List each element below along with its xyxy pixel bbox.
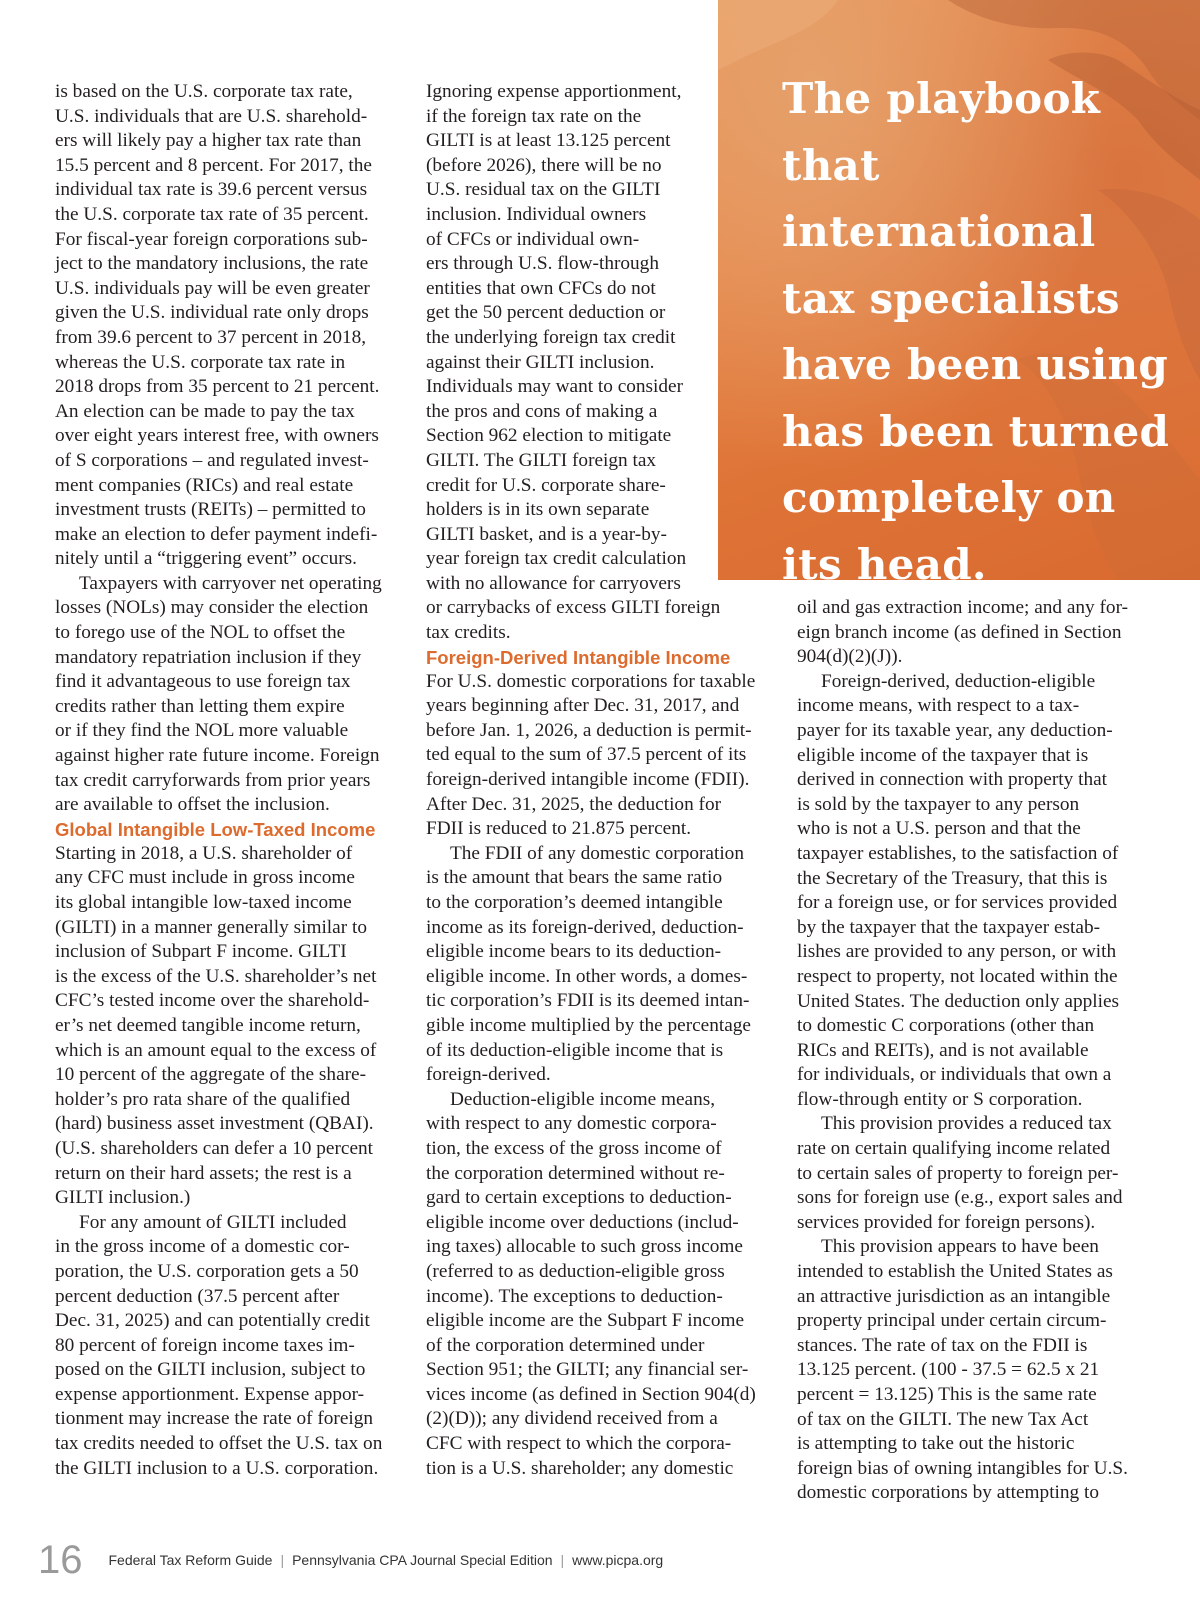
body-text-line: or carrybacks of excess GILTI foreign (426, 597, 721, 619)
body-text-line: foreign bias of owning intangibles for U.S. (797, 1457, 1128, 1479)
body-text-line: eligible income bears to its deduction- (426, 941, 722, 963)
body-text-line: mandatory repatriation inclusion if they (55, 646, 362, 668)
body-text-line: any CFC must include in gross income (55, 867, 355, 889)
body-text-line: of the corporation determined under (426, 1334, 705, 1356)
body-text-line: eligible income of the taxpayer that is (797, 744, 1089, 766)
body-text-line: For any amount of GILTI included (79, 1211, 347, 1233)
body-text-line: ers through U.S. flow-through (426, 253, 659, 275)
body-text-line: (U.S. shareholders can defer a 10 percent (55, 1137, 373, 1159)
body-text-line: For fiscal-year foreign corporations sub- (55, 228, 368, 250)
body-text-line: holders is in its own separate (426, 499, 650, 521)
body-text-line: by the taxpayer that the taxpayer estab- (797, 916, 1101, 938)
pull-quote-line: tax specialists (782, 273, 1120, 323)
body-text-line: with respect to any domestic corpora- (426, 1113, 717, 1135)
body-text-line: expense apportionment. Expense appor- (55, 1383, 365, 1405)
body-text-line: eligible income over deductions (includ- (426, 1211, 739, 1233)
body-text-line: against their GILTI inclusion. (426, 351, 655, 373)
body-text-line: CFC’s tested income over the sharehold- (55, 990, 370, 1012)
body-text-line: (referred to as deduction-eligible gross (426, 1260, 725, 1282)
body-text-line: Individuals may want to consider (426, 376, 684, 398)
body-text-line: This provision provides a reduced tax (821, 1113, 1112, 1135)
body-text-line: poration, the U.S. corporation gets a 50 (55, 1260, 359, 1282)
body-text-line: stances. The rate of tax on the FDII is (797, 1334, 1088, 1356)
body-text-line: gible income multiplied by the percentage (426, 1014, 751, 1036)
body-text-line: ing taxes) allocable to such gross income (426, 1236, 743, 1258)
body-text-line: ject to the mandatory inclusions, the rate (55, 253, 369, 275)
body-text-line: the pros and cons of making a (426, 400, 658, 422)
body-text-line: RICs and REITs), and is not available (797, 1039, 1089, 1061)
page-number: 16 (38, 1537, 83, 1582)
body-text-line: are available to offset the inclusion. (55, 794, 330, 816)
website-link[interactable]: www.picpa.org (572, 1552, 664, 1568)
body-text-line: ted equal to the sum of 37.5 percent of its (426, 744, 747, 766)
body-text-line: inclusion. Individual owners (426, 203, 647, 225)
pull-quote-line: have been using (782, 340, 1169, 389)
body-text-line: property principal under certain circum- (797, 1310, 1107, 1332)
body-text-line: income as its foreign-derived, deduction- (426, 916, 744, 938)
body-text-line: in the gross income of a domestic cor- (55, 1236, 350, 1258)
body-text-line: GILTI. The GILTI foreign tax (426, 449, 657, 471)
body-text-line: lishes are provided to any person, or with (797, 941, 1117, 963)
body-text-line: (GILTI) in a manner generally similar to (55, 916, 367, 938)
body-text-line: whereas the U.S. corporate tax rate in (55, 351, 346, 373)
body-text-line: or if they find the NOL more valuable (55, 720, 349, 742)
body-text-line: which is an amount equal to the excess of (55, 1039, 377, 1061)
body-text-line: taxpayer establishes, to the satisfaction of (797, 842, 1119, 864)
section-heading: Foreign-Derived Intangible Income (426, 646, 731, 668)
body-text-line: of S corporations – and regulated invest- (55, 449, 369, 471)
body-text-line: (before 2026), there will be no (426, 154, 662, 176)
body-text-line: the corporation determined without re- (426, 1162, 725, 1184)
body-text-line: given the U.S. individual rate only drops (55, 302, 369, 324)
body-text-line: (hard) business asset investment (QBAI). (55, 1113, 374, 1135)
pull-quote-line: its head. (782, 539, 987, 580)
body-text-line: years beginning after Dec. 31, 2017, and (426, 695, 740, 717)
body-text-line: tax credits needed to offset the U.S. tax on (55, 1433, 383, 1455)
body-text-line: if the foreign tax rate on the (426, 105, 642, 127)
body-text-line: Dec. 31, 2025) and can potentially credit (55, 1310, 370, 1332)
article-column-1 (55, 80, 405, 1481)
body-text-line: of CFCs or individual own- (426, 228, 640, 250)
body-text-line: oil and gas extraction income; and any for- (797, 597, 1129, 618)
body-text-line: United States. The deduction only applies (797, 990, 1120, 1012)
body-text-line: income). The exceptions to deduction- (426, 1285, 723, 1307)
pull-quote-text (782, 66, 1182, 580)
body-text-line: ers will likely pay a higher tax rate than (55, 130, 362, 152)
body-text-line: intended to establish the United States as (797, 1261, 1113, 1283)
body-text-line: find it advantageous to use foreign tax (55, 671, 351, 693)
body-text-line: FDII is reduced to 21.875 percent. (426, 818, 692, 840)
body-text-line: CFC with respect to which the corpora- (426, 1433, 732, 1455)
body-text-line: foreign-derived intangible income (FDII). (426, 769, 750, 791)
body-text-line: losses (NOLs) may consider the election (55, 597, 369, 619)
body-text-line: sons for foreign use (e.g., export sales and (797, 1187, 1123, 1209)
body-text-line: with no allowance for carryovers (426, 572, 681, 594)
body-text-line: This provision appears to have been (821, 1236, 1099, 1258)
body-text-line: GILTI inclusion.) (55, 1187, 191, 1209)
body-text-line: individual tax rate is 39.6 percent versus (55, 179, 368, 201)
body-text-line: vices income (as defined in Section 904(d) (426, 1383, 756, 1405)
pull-quote-line: completely on (782, 473, 1116, 522)
body-text-line: from 39.6 percent to 37 percent in 2018, (55, 326, 367, 348)
body-text-line: the underlying foreign tax credit (426, 326, 676, 348)
body-text-line: percent deduction (37.5 percent after (55, 1285, 340, 1307)
body-text-line: eligible income. In other words, a domes- (426, 965, 748, 987)
pull-quote-line: that international (782, 140, 1096, 256)
body-text-line: is based on the U.S. corporate tax rate, (55, 81, 353, 102)
body-text-line: Taxpayers with carryover net operating (79, 572, 382, 594)
body-text-line: income means, with respect to a tax- (797, 695, 1080, 717)
body-text-line: tax credit carryforwards from prior years (55, 769, 371, 791)
body-text-line: 904(d)(2)(J)). (797, 646, 903, 668)
body-text-line: is attempting to take out the historic (797, 1433, 1075, 1455)
body-text-line: For U.S. domestic corporations for taxable (426, 670, 756, 692)
body-text-line: services provided for foreign persons). (797, 1211, 1096, 1233)
footer-separator: | (280, 1552, 285, 1568)
body-text-line: gard to certain exceptions to deduction- (426, 1187, 732, 1209)
body-text-line: nitely until a “triggering event” occurs. (55, 548, 357, 570)
body-text-line: flow-through entity or S corporation. (797, 1088, 1083, 1110)
body-text-line: Section 951; the GILTI; any financial ser- (426, 1359, 749, 1381)
body-text-line: foreign-derived. (426, 1064, 551, 1086)
body-text-line: credit for U.S. corporate share- (426, 474, 666, 496)
body-text-line: The FDII of any domestic corporation (450, 842, 744, 864)
body-text-line: Ignoring expense apportionment, (426, 81, 682, 102)
body-text-line: rate on certain qualifying income related (797, 1138, 1111, 1160)
body-text-line: make an election to defer payment indefi- (55, 523, 378, 545)
body-text-line: U.S. individuals pay will be even greater (55, 277, 370, 299)
body-text-line: tic corporation’s FDII is its deemed intan- (426, 990, 750, 1012)
body-text-line: the Secretary of the Treasury, that this is (797, 867, 1108, 889)
section-heading: Global Intangible Low-Taxed Income (55, 818, 376, 840)
publication-title: Federal Tax Reform Guide (108, 1552, 273, 1568)
body-text-line: 10 percent of the aggregate of the share- (55, 1064, 367, 1086)
body-text-line: (2)(D)); any dividend received from a (426, 1408, 718, 1430)
body-text-line: to domestic C corporations (other than (797, 1015, 1095, 1037)
body-text-line: U.S. individuals that are U.S. sharehold- (55, 105, 368, 127)
body-text-line: its global intangible low-taxed income (55, 892, 352, 913)
body-text-line: an attractive jurisdiction as an intangible (797, 1285, 1111, 1307)
body-text-line: of tax on the GILTI. The new Tax Act (797, 1408, 1089, 1430)
body-text-line: respect to property, not located within the (797, 965, 1118, 987)
body-text-line: is the amount that bears the same ratio (426, 867, 723, 889)
body-text-line: get the 50 percent deduction or (426, 302, 666, 324)
body-text-line: inclusion of Subpart F income. GILTI (55, 941, 347, 963)
body-text-line: 13.125 percent. (100 - 37.5 = 62.5 x 21 (797, 1359, 1100, 1381)
body-text-line: investment trusts (REITs) – permitted to (55, 499, 366, 521)
body-text-line: against higher rate future income. Foreign (55, 745, 380, 767)
body-text-line: 2018 drops from 35 percent to 21 percent. (55, 376, 380, 398)
body-text-line: domestic corporations by attempting to (797, 1482, 1100, 1504)
body-text-line: After Dec. 31, 2025, the deduction for (426, 793, 722, 815)
body-text-line: Foreign-derived, deduction-eligible (821, 670, 1096, 692)
body-text-line: payer for its taxable year, any deduction- (797, 719, 1113, 741)
body-text-line: er’s net deemed tangible income return, (55, 1014, 361, 1036)
page-footer (38, 1537, 664, 1582)
body-text-line: U.S. residual tax on the GILTI (426, 179, 661, 201)
body-text-line: is sold by the taxpayer to any person (797, 793, 1080, 815)
body-text-line: over eight years interest free, with owners (55, 425, 379, 447)
body-text-line: who is not a U.S. person and that the (797, 818, 1081, 840)
body-text-line: tionment may increase the rate of foreign (55, 1408, 374, 1430)
body-text-line: tion, the excess of the gross income of (426, 1137, 722, 1159)
body-text-line: eligible income are the Subpart F income (426, 1310, 745, 1332)
body-text-line: holder’s pro rata share of the qualified (55, 1088, 351, 1110)
body-text-line: 80 percent of foreign income taxes im- (55, 1334, 355, 1356)
footer-separator: | (560, 1552, 565, 1568)
body-text-line: to certain sales of property to foreign per- (797, 1162, 1119, 1184)
pull-quote-panel (718, 0, 1200, 580)
article-column-3 (797, 596, 1147, 1506)
body-text-line: Deduction-eligible income means, (450, 1088, 716, 1110)
body-text-line: entities that own CFCs do not (426, 277, 656, 299)
body-text-line: derived in connection with property that (797, 769, 1108, 791)
body-text-line: for individuals, or individuals that own a (797, 1064, 1112, 1086)
body-text-line: tax credits. (426, 622, 511, 644)
body-text-line: return on their hard assets; the rest is a (55, 1162, 352, 1184)
body-text-line: eign branch income (as defined in Section (797, 621, 1122, 643)
body-text-line: credits rather than letting them expire (55, 695, 345, 717)
edition-title: Pennsylvania CPA Journal Special Edition (292, 1552, 553, 1568)
body-text-line: Section 962 election to mitigate (426, 425, 672, 447)
body-text-line: the GILTI inclusion to a U.S. corporation. (55, 1457, 379, 1479)
body-text-line: of its deduction-eligible income that is (426, 1039, 724, 1061)
pull-quote-line: The playbook (782, 74, 1101, 123)
body-text-line: tion is a U.S. shareholder; any domestic (426, 1457, 734, 1479)
body-text-line: to the corporation’s deemed intangible (426, 892, 723, 913)
body-text-line: Starting in 2018, a U.S. shareholder of (55, 842, 353, 864)
body-text-line: before Jan. 1, 2026, a deduction is permit- (426, 719, 752, 741)
body-text-line: year foreign tax credit calculation (426, 548, 687, 570)
pull-quote-line: has been turned (782, 406, 1170, 456)
body-text-line: GILTI basket, and is a year-by- (426, 523, 667, 545)
body-text-line: posed on the GILTI inclusion, subject to (55, 1359, 366, 1381)
body-text-line: 15.5 percent and 8 percent. For 2017, the (55, 154, 372, 176)
body-text-line: percent = 13.125) This is the same rate (797, 1384, 1097, 1405)
body-text-line: GILTI is at least 13.125 percent (426, 130, 671, 152)
body-text-line: An election can be made to pay the tax (55, 400, 355, 422)
body-text-line: for a foreign use, or for services provided (797, 892, 1118, 914)
body-text-line: ment companies (RICs) and real estate (55, 474, 354, 496)
body-text-line: to forego use of the NOL to offset the (55, 622, 346, 644)
body-text-line: is the excess of the U.S. shareholder’s net (55, 965, 377, 987)
body-text-line: the U.S. corporate tax rate of 35 percent. (55, 203, 369, 225)
